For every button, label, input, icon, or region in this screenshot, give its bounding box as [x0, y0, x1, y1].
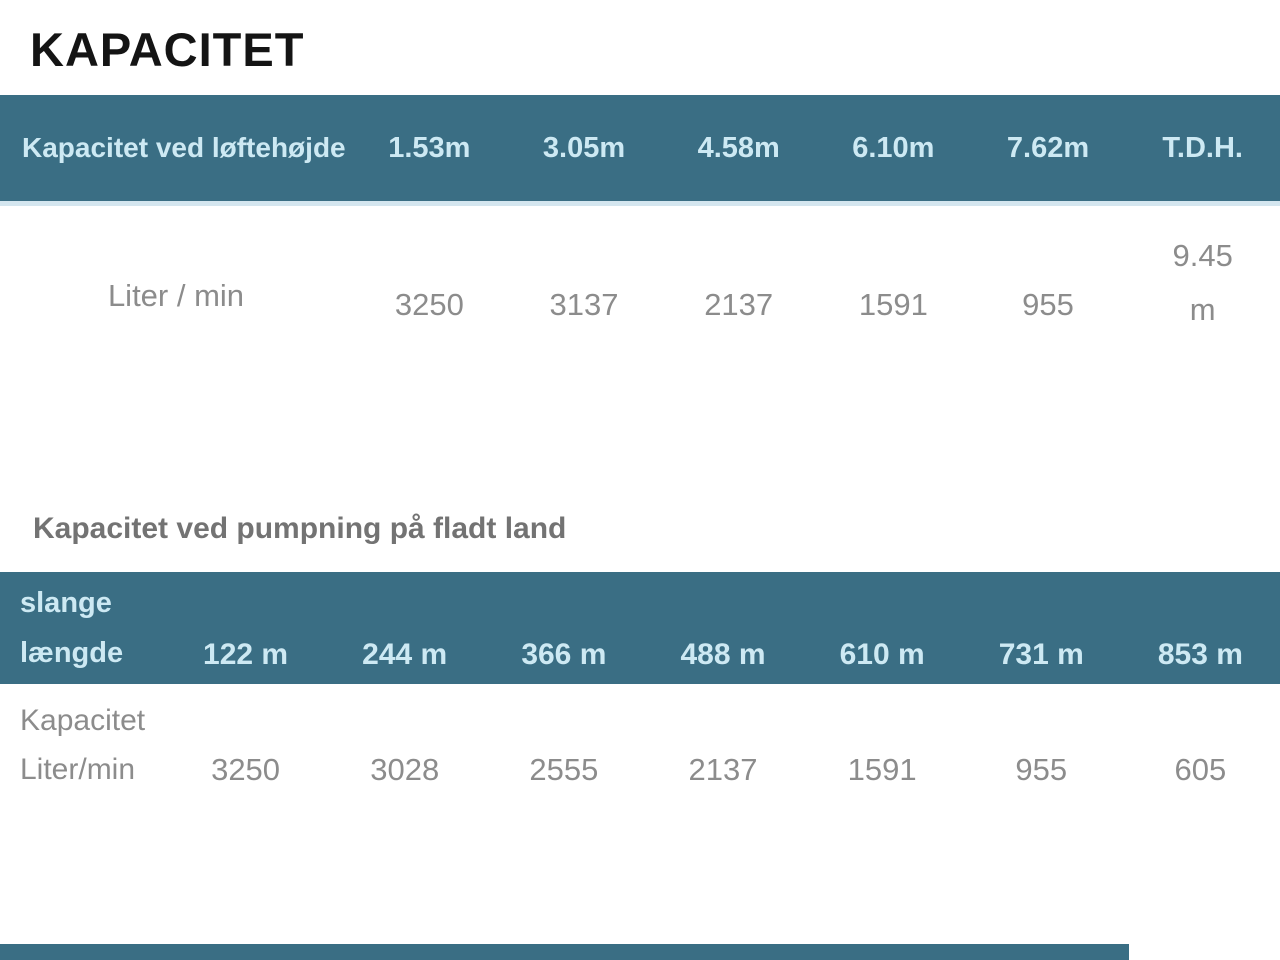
lift-height-row-label: Liter / min — [107, 278, 245, 313]
lift-height-col-3: 4.58m — [697, 131, 780, 164]
lift-height-header-label: Kapacitet ved løftehøjde — [22, 132, 346, 163]
hose-length-col-7: 853 m — [1157, 638, 1243, 671]
lift-height-value-4: 1591 — [858, 287, 928, 322]
hose-length-value-1: 3250 — [211, 752, 281, 787]
lift-height-value-1: 3250 — [394, 287, 464, 322]
lift-height-value-3: 2137 — [704, 287, 774, 322]
hose-length-label-line1: slange — [20, 587, 112, 619]
lift-height-value-2: 3137 — [549, 287, 619, 322]
lift-height-data-row — [0, 206, 1280, 386]
hose-length-col-6: 731 m — [998, 638, 1084, 671]
hose-length-col-5: 610 m — [839, 638, 925, 671]
hose-length-value-7: 605 — [1174, 752, 1227, 787]
hose-length-value-3: 2555 — [529, 752, 599, 787]
hose-length-col-3: 366 m — [521, 638, 607, 671]
flat-land-section-title: Kapacitet ved pumpning på fladt land — [33, 512, 567, 545]
hose-length-value-5: 1591 — [847, 752, 917, 787]
lift-height-col-4: 6.10m — [852, 131, 935, 164]
hose-length-table-header — [0, 572, 1280, 684]
tdh-value-unit: m — [1189, 292, 1216, 327]
hose-length-data-row — [0, 684, 1280, 814]
hose-length-value-2: 3028 — [370, 752, 440, 787]
lift-height-col-2: 3.05m — [542, 131, 626, 164]
hose-length-col-4: 488 m — [680, 638, 766, 671]
page-title: KAPACITET — [30, 23, 305, 76]
hose-length-value-4: 2137 — [688, 752, 758, 787]
hose-length-row-label — [0, 684, 166, 814]
lift-height-value-5: 955 — [1022, 287, 1074, 322]
hose-length-col-1: 122 m — [203, 638, 289, 671]
lift-height-table-header — [0, 95, 1280, 201]
hose-row-label-line1: Kapacitet — [20, 704, 146, 737]
hose-length-value-6: 955 — [1015, 752, 1068, 787]
lift-height-col-5: 7.62m — [1006, 131, 1090, 164]
tdh-value-number: 9.45 — [1172, 238, 1233, 273]
hose-row-label-line2: Liter/min — [20, 753, 136, 786]
lift-height-col-tdh: T.D.H. — [1162, 131, 1243, 164]
hose-length-header-label — [0, 572, 166, 684]
cutoff-next-table-bar — [0, 944, 1129, 960]
hose-length-col-2: 244 m — [362, 638, 448, 671]
lift-height-value-tdh — [1125, 229, 1280, 337]
lift-height-col-1: 1.53m — [388, 131, 471, 164]
hose-length-label-line2: længde — [20, 637, 124, 669]
